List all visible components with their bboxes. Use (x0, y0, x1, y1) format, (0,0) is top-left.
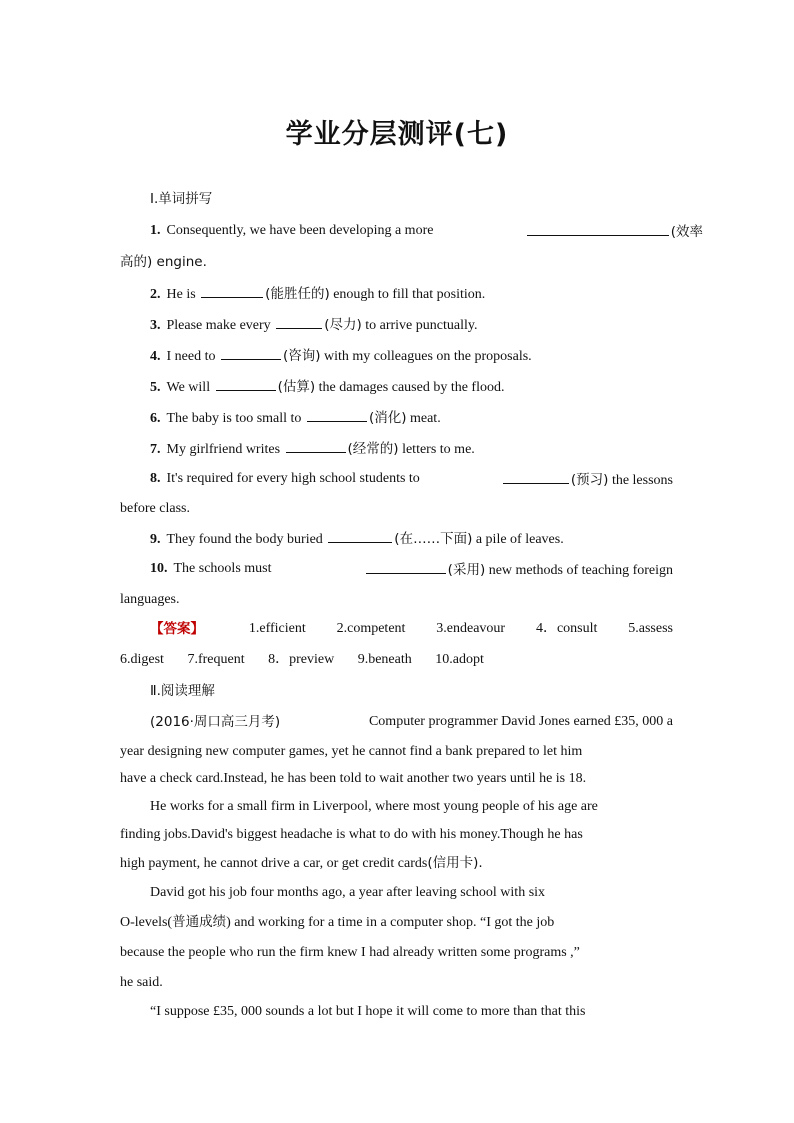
section1-heading: Ⅰ.单词拼写 (150, 191, 213, 207)
question-3: 3. Please make every (尽力) to arrive punctually. (150, 317, 478, 333)
answer-key-row-1: 【答案】 1.efficient 2.competent 3.endeavour 4．consult 5.assess (150, 621, 673, 637)
question-7: 7. My girlfriend writes (经常的) letters to me. (150, 441, 475, 457)
question-5: 5. We will (估算) the damages caused by the flood. (150, 379, 505, 395)
question-10: 10. The schools must (采用) new methods of teaching foreign (150, 561, 673, 578)
passage-line: “I suppose £35, 000 sounds a lot but I hope it will come to more than that this (150, 1004, 586, 1019)
question-8-continued: before class. (120, 501, 190, 516)
answer-blank (527, 222, 669, 236)
passage-line: year designing new computer games, yet he cannot find a bank prepared to let him (120, 744, 583, 759)
passage-line: because the people who run the firm knew I had already written some programs ,” (120, 945, 580, 960)
passage-line: finding jobs.David's biggest headache is what to do with his money.Though he has (120, 827, 583, 842)
answer-blank (503, 470, 569, 484)
answer-blank (286, 439, 346, 453)
question-1: 1. Consequently, we have been developing a more (效率 (150, 223, 703, 240)
question-6: 6. The baby is too small to (消化) meat. (150, 410, 441, 426)
answer-blank (307, 408, 367, 422)
passage-line: he said. (120, 975, 163, 990)
passage-line: high payment, he cannot drive a car, or get credit cards(信用卡). (120, 855, 483, 871)
passage-line: David got his job four months ago, a year after leaving school with six (150, 885, 546, 900)
passage-line: He works for a small firm in Liverpool, where most young people of his age are (150, 799, 598, 814)
passage-line: have a check card.Instead, he has been told to wait another two years until he is 18. (120, 771, 587, 786)
question-10-continued: languages. (120, 592, 180, 607)
section2-heading: Ⅱ.阅读理解 (150, 683, 215, 699)
answer-blank (328, 529, 392, 543)
question-9: 9. They found the body buried (在……下面) a pile of leaves. (150, 531, 564, 547)
answer-blank (216, 377, 276, 391)
answer-blank (201, 284, 263, 298)
question-2: 2. He is (能胜任的) enough to fill that position. (150, 286, 486, 302)
question-4: 4. I need to (咨询) with my colleagues on the proposals. (150, 348, 532, 364)
passage-line: (2016·周口高三月考) Computer programmer David Jones earned £35, 000 a (150, 714, 673, 730)
question-8: 8. It's required for every high school students to (预习) the lessons (150, 471, 673, 488)
answer-key-row-2: 6.digest 7.frequent 8．preview 9.beneath 10.adopt (120, 652, 484, 667)
question-1-continued: 高的) engine. (120, 254, 207, 270)
answer-blank (276, 315, 322, 329)
answer-label: 【答案】 (150, 621, 204, 637)
answer-blank (221, 346, 281, 360)
page-title: 学业分层测评(七) (285, 119, 509, 150)
answer-blank (366, 560, 446, 574)
passage-line: O-levels(普通成绩) and working for a time in a computer shop. “I got the job (120, 914, 555, 930)
